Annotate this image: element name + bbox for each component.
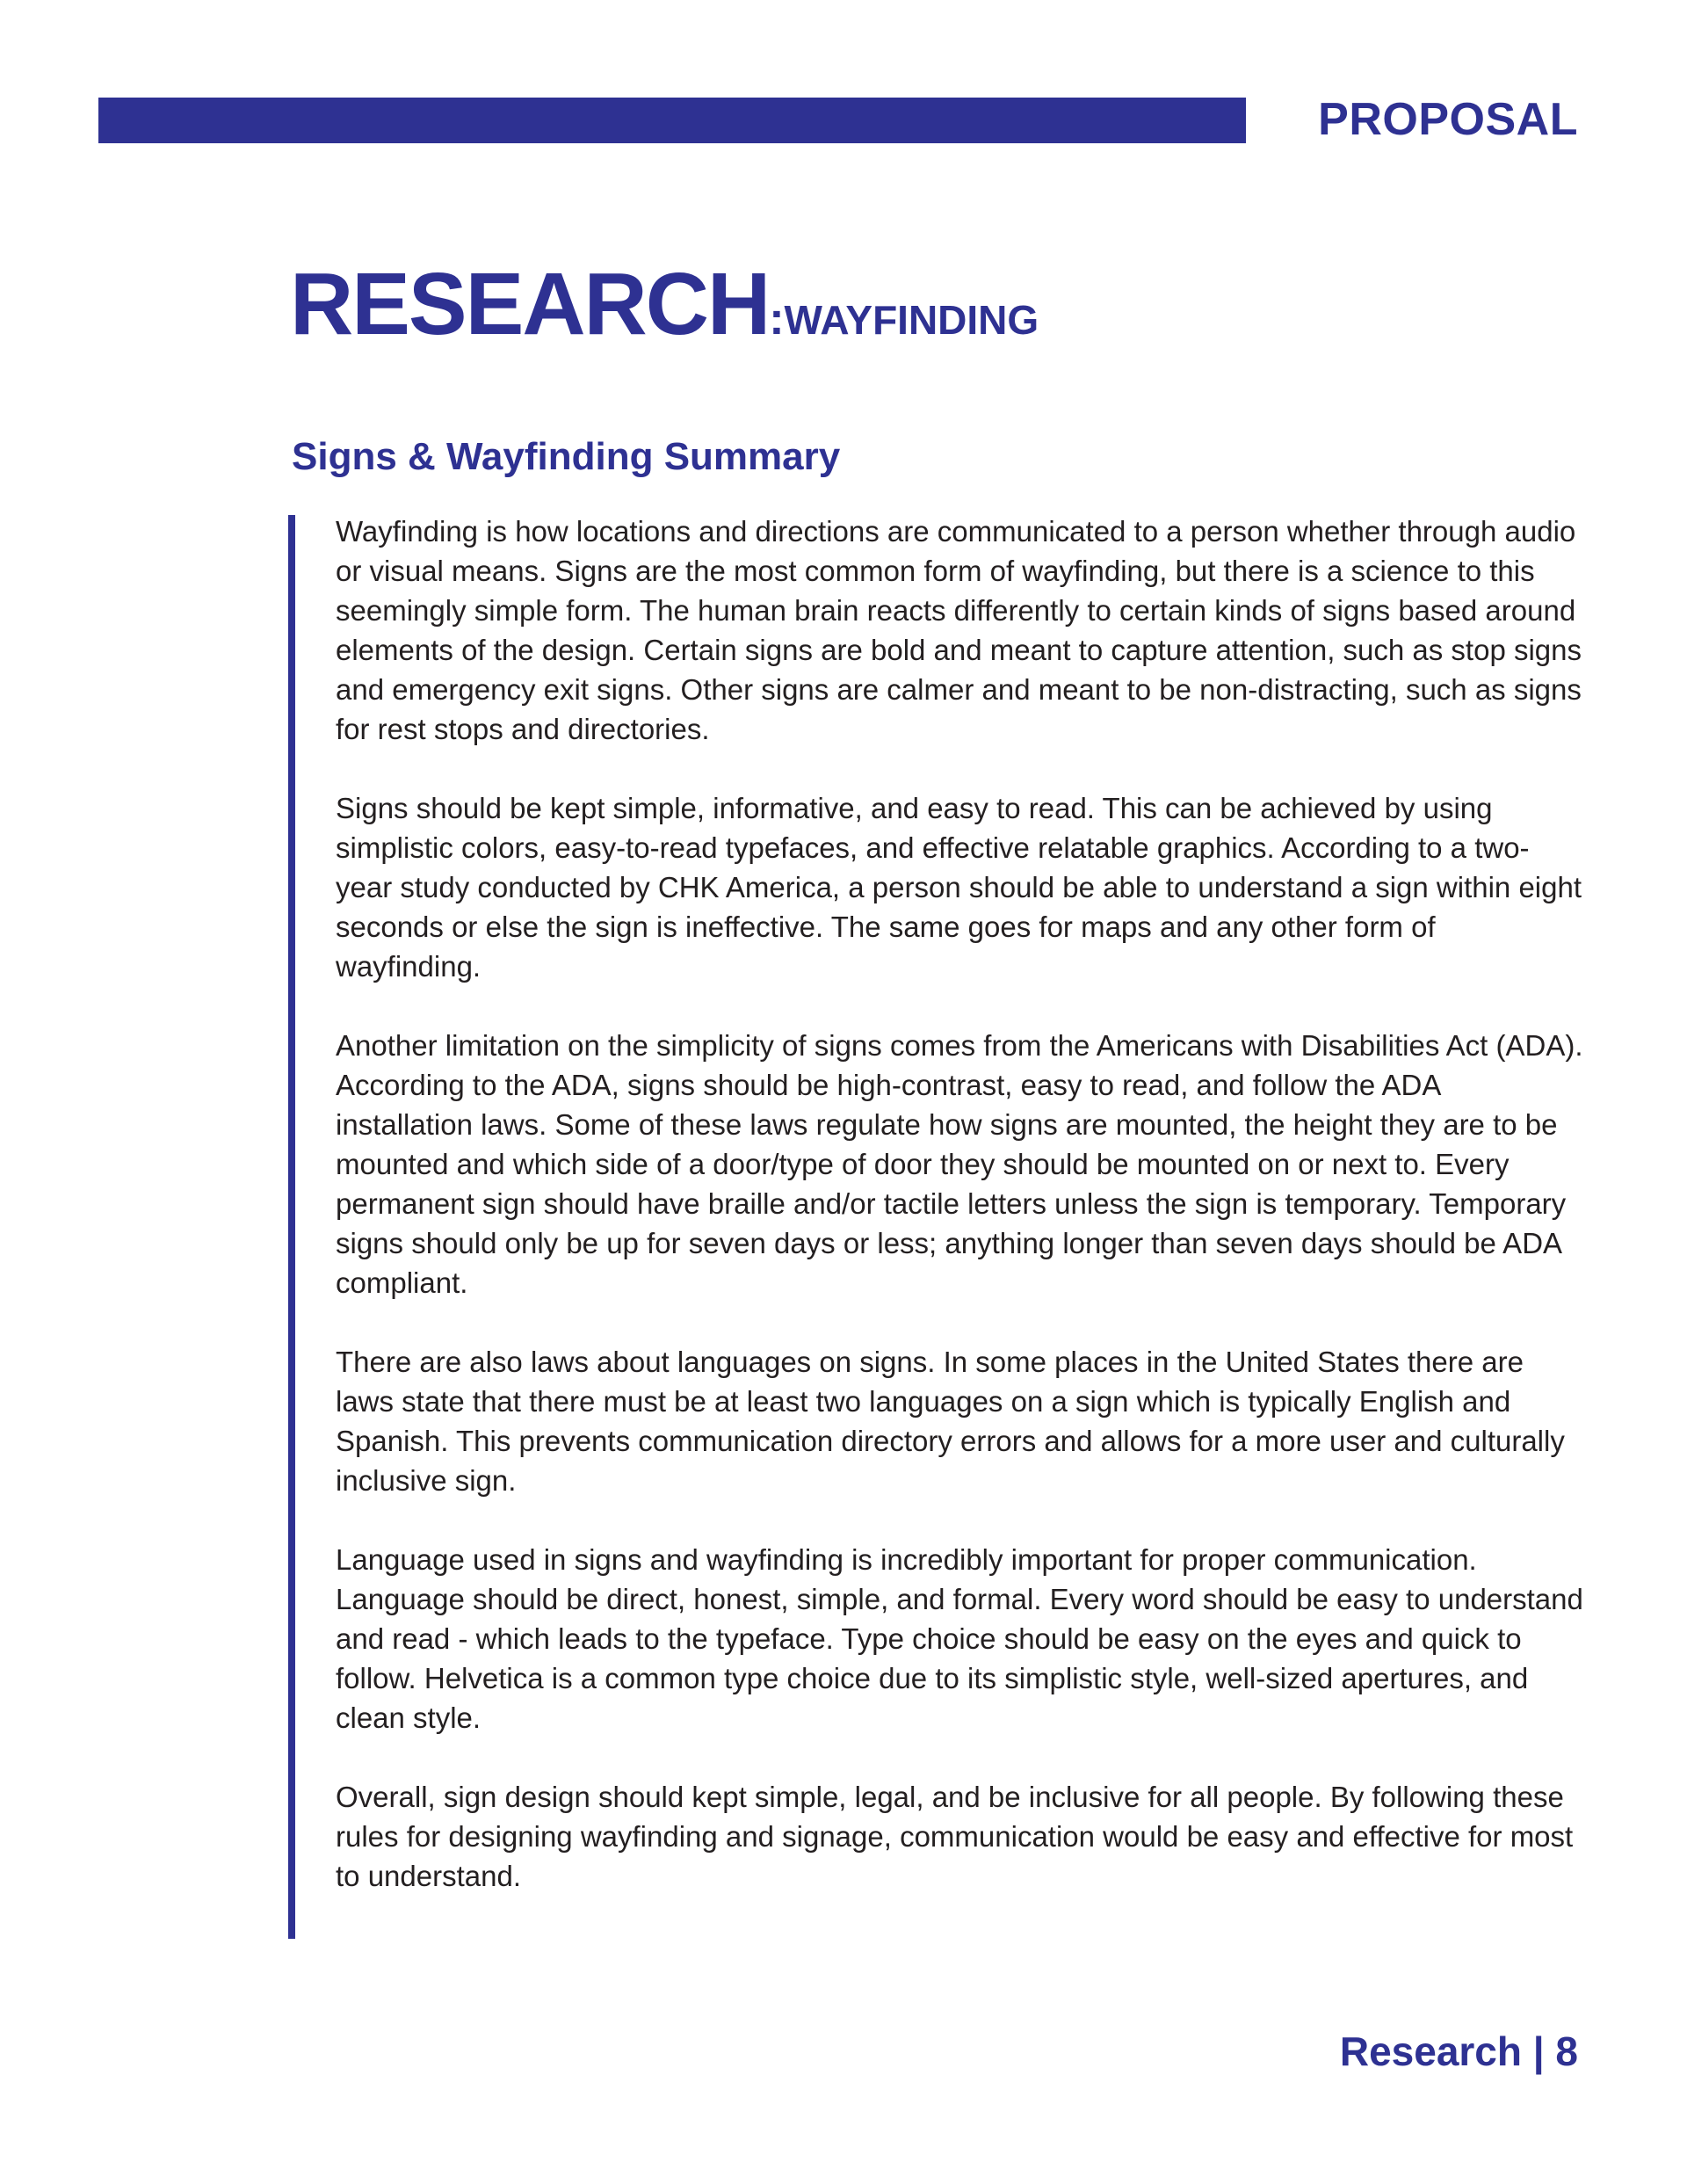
page-title-main: RESEARCH <box>290 255 770 353</box>
paragraph: Language used in signs and wayfinding is incredibly important for proper communication. Language should be direct, honest, simple, and formal. Every word should be easy to understand and read - which leads to the typeface. Type choice should be easy on the eyes and quick to follow. Helvetica is a common type choice due to its simplistic style, well-sized apertures, and clean style. <box>336 1543 1583 1734</box>
section-heading: Signs & Wayfinding Summary <box>292 435 841 478</box>
body-text <box>336 512 1583 1935</box>
page-footer: Research | 8 <box>1339 2028 1578 2074</box>
paragraph: Wayfinding is how locations and directions are communicated to a person whether through audio or visual means. Signs are the most common form of wayfinding, but there is a science to this seemingly simple form. The human brain reacts differently to certain kinds of signs based around elements of the design. Certain signs are bold and meant to capture attention, such as stop signs and emergency exit signs. Other signs are calmer and meant to be non-distracting, such as signs for rest stops and directories. <box>336 515 1582 745</box>
page-title <box>290 255 1039 353</box>
page-title-sub: WAYFINDING <box>784 297 1039 343</box>
paragraph: Another limitation on the simplicity of signs comes from the Americans with Disabilities Act (ADA). According to the ADA, signs should be high-contrast, easy to read, and follow the ADA installation laws. Some of these laws regulate how signs are mounted, the height they are to be mounted and which side of a door/type of door they should be mounted on or next to. Every permanent sign should have braille and/or tactile letters unless the sign is temporary. Temporary signs should only be up for seven days or less; anything longer than seven days should be ADA compliant. <box>336 1029 1583 1299</box>
paragraph: Signs should be kept simple, informative, and easy to read. This can be achieved by using simplistic colors, easy-to-read typefaces, and effective relatable graphics. According to a two-year study conducted by CHK America, a person should be able to understand a sign within eight seconds or else the sign is ineffective. The same goes for maps and any other form of wayfinding. <box>336 792 1582 983</box>
paragraph: There are also laws about languages on signs. In some places in the United States there are laws state that there must be at least two languages on a sign which is typically English and Spanish. This prevents communication directory errors and allows for a more user and culturally inclusive sign. <box>336 1346 1565 1497</box>
accent-rule <box>288 515 295 1939</box>
header-bar <box>98 98 1246 143</box>
header-label: PROPOSAL <box>1318 94 1578 145</box>
paragraph: Overall, sign design should kept simple, legal, and be inclusive for all people. By following these rules for designing wayfinding and signage, communication would be easy and effective for most to understand. <box>336 1781 1574 1892</box>
page-title-colon: : <box>769 294 785 345</box>
